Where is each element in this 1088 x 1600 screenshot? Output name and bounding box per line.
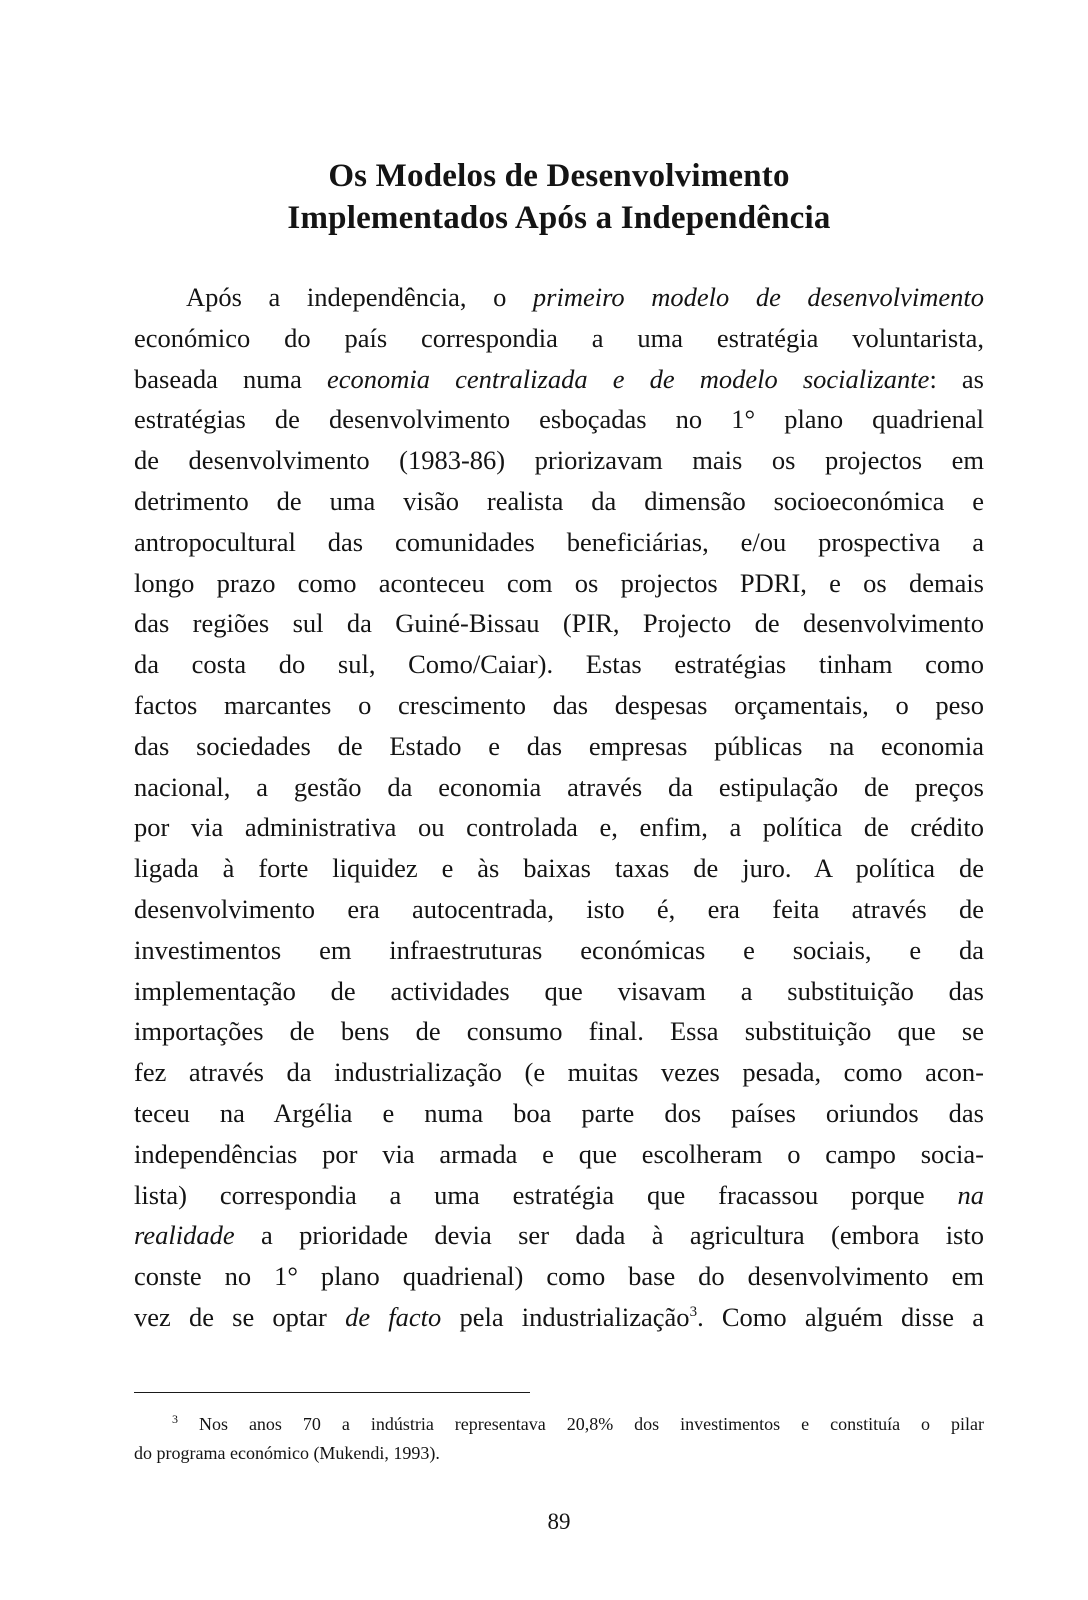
text-line: fez através da industrialização (e muitas vezes pesada, como acon- [134, 1057, 984, 1088]
page-number: 89 [547, 1509, 571, 1534]
text-line: longo prazo como aconteceu com os projectos PDRI, e os demais [134, 567, 984, 598]
chapter-title [134, 155, 984, 239]
text-line: teceu na Argélia e numa boa parte dos países oriundos das [134, 1097, 984, 1128]
text-line [134, 1215, 984, 1256]
text-line: por via administrativa ou controlada e, enfim, a política de crédito [134, 812, 984, 843]
text-line: da costa do sul, Como/Caiar). Estas estratégias tinham como [134, 649, 984, 680]
text-line: das regiões sul da Guiné-Bissau (PIR, Projecto de desenvolvimento [134, 608, 984, 639]
text-run: baseada numa [134, 363, 327, 394]
footnote-reference[interactable]: 3 [689, 1304, 698, 1321]
text-line: detrimento de uma visão realista da dimensão socioeconómica e [134, 485, 984, 516]
footnote-marker: 3 [172, 1412, 178, 1426]
text-line [134, 359, 984, 400]
text-line: económico do país correspondia a uma estratégia voluntarista, [134, 322, 984, 353]
body-paragraph [134, 277, 984, 1338]
footnote-separator [134, 1392, 530, 1393]
text-line: factos marcantes o crescimento das despesas orçamentais, o peso [134, 689, 984, 720]
text-run: . Como alguém disse a [697, 1301, 984, 1332]
footnote-line [134, 1410, 984, 1439]
title-line-1: Os Modelos de Desenvolvimento [328, 158, 790, 194]
text-run: : as [929, 363, 984, 394]
text-line: importações de bens de consumo final. Essa substituição que se [134, 1016, 984, 1047]
text-line [134, 277, 984, 318]
text-line [134, 1297, 984, 1338]
title-line-2: Implementados Após a Independência [287, 200, 831, 236]
text-line: de desenvolvimento (1983-86) priorizavam mais os projectos em [134, 445, 984, 476]
text-line: implementação de actividades que visavam a substituição das [134, 975, 984, 1006]
text-run: lista) correspondia a uma estratégia que fracassou porque [134, 1179, 958, 1210]
footnote [134, 1410, 984, 1468]
text-line: estratégias de desenvolvimento esboçadas no 1° plano quadrienal [134, 404, 984, 435]
text-run: pela industrialização [441, 1301, 690, 1332]
text-line: das sociedades de Estado e das empresas públicas na economia [134, 730, 984, 761]
text-run: a prioridade devia ser dada à agricultura (embora isto [234, 1220, 984, 1251]
text-line: independências por via armada e que escolheram o campo socia- [134, 1138, 984, 1169]
text-line: investimentos em infraestruturas económicas e sociais, e da [134, 934, 984, 965]
italic-phrase: primeiro modelo de desenvolvimento [532, 282, 985, 312]
text-run: Após a independência, o [186, 282, 533, 312]
italic-phrase: na [957, 1179, 984, 1210]
italic-phrase: economia centralizada e de modelo socializante [326, 363, 930, 394]
italic-phrase: de facto [345, 1301, 442, 1332]
text-line [134, 1175, 984, 1216]
italic-phrase: realidade [134, 1220, 235, 1251]
text-run: vez de se optar [134, 1301, 346, 1332]
footnote-line: do programa económico (Mukendi, 1993). [134, 1443, 440, 1463]
text-line: ligada à forte liquidez e às baixas taxas de juro. A política de [134, 853, 984, 884]
text-line: conste no 1° plano quadrienal) como base do desenvolvimento em [134, 1261, 984, 1292]
text-line: desenvolvimento era autocentrada, isto é, era feita através de [134, 893, 984, 924]
text-line: antropocultural das comunidades beneficiárias, e/ou prospectiva a [134, 526, 984, 557]
text-line: nacional, a gestão da economia através da estipulação de preços [134, 771, 984, 802]
text-run: Nos anos 70 a indústria representava 20,8% dos investimentos e constituía o pilar [178, 1414, 984, 1434]
